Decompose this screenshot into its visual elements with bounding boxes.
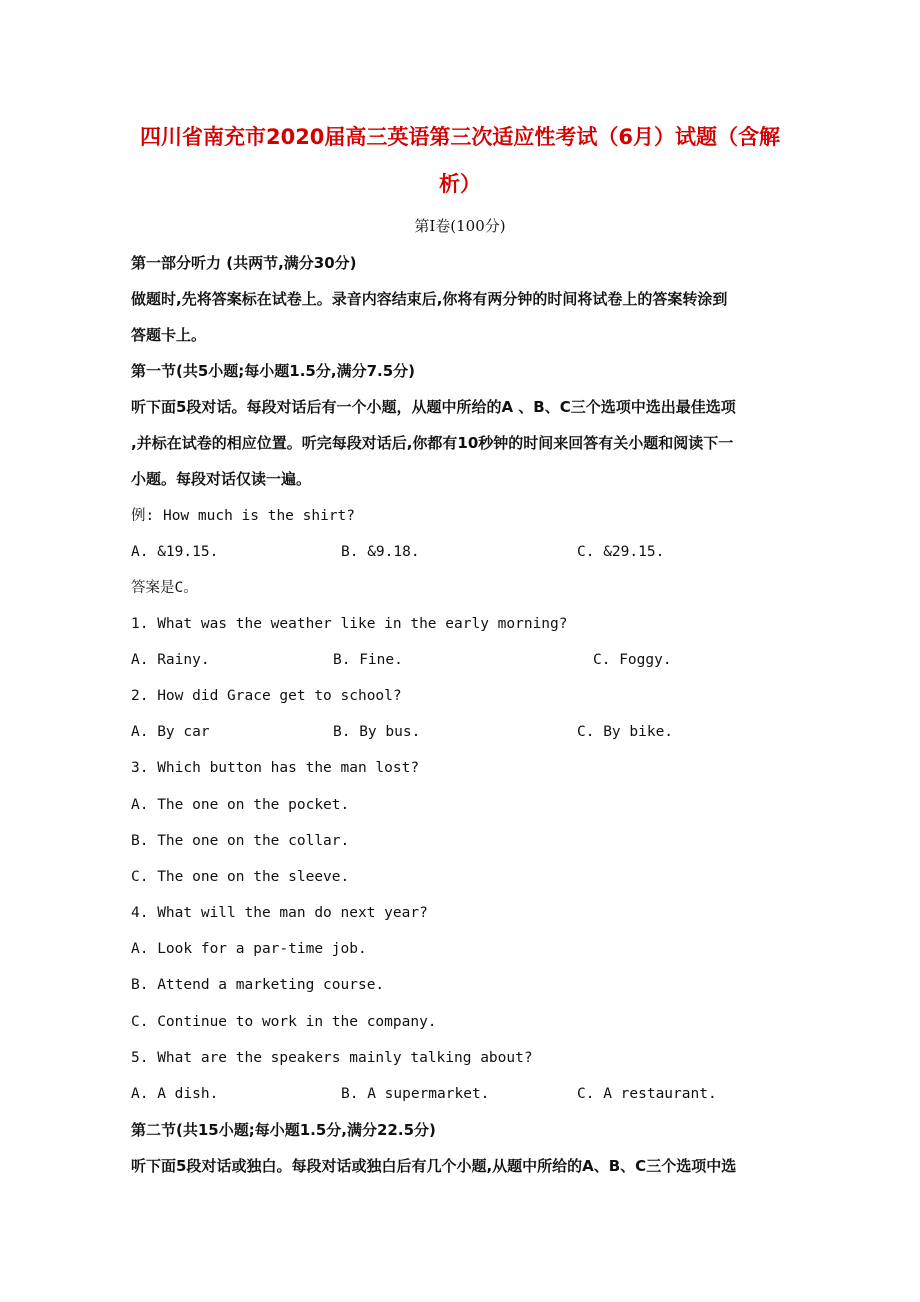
example-option-c: C. &29.15. [577,544,665,560]
question-4: 4. What will the man do next year? [131,905,428,921]
question-2-option-b: B. By bus. [333,724,421,740]
question-3-option-a: A. The one on the pocket. [131,797,350,813]
example-question: 例: How much is the shirt? [131,508,356,524]
section2-instruction-line-1: 听下面5段对话或独白。每段对话或独白后有几个小题,从题中所给的A、B、C三个选项中选 [131,1157,737,1175]
section2-heading: 第二节(共15小题;每小题1.5分,满分22.5分) [131,1121,436,1139]
document-title-line-1: 四川省南充市2020届高三英语第三次适应性考试（6月）试题（含解 [139,125,781,149]
question-2-option-a: A. By car [131,724,210,740]
question-1-option-b: B. Fine. [333,652,403,668]
question-1-option-a: A. Rainy. [131,652,210,668]
document-title-line-2: 析） [439,172,481,196]
section1-instruction-line-2: ,并标在试卷的相应位置。听完每段对话后,你都有10秒钟的时间来回答有关小题和阅读下一 [131,434,734,452]
section1-heading: 第一节(共5小题;每小题1.5分,满分7.5分) [131,362,415,380]
question-1-option-c: C. Foggy. [593,652,672,668]
part1-intro-line-2: 答题卡上。 [131,326,207,344]
example-answer: 答案是C。 [131,580,198,596]
question-5-option-c: C. A restaurant. [577,1086,717,1102]
section1-instruction-line-3: 小题。每段对话仅读一遍。 [131,470,312,488]
question-5-option-a: A. A dish. [131,1086,219,1102]
question-3-option-b: B. The one on the collar. [131,833,350,849]
question-4-option-a: A. Look for a par-time job. [131,941,367,957]
part1-heading: 第一部分听力 (共两节,满分30分) [131,254,357,272]
part1-intro-line-1: 做题时,先将答案标在试卷上。录音内容结束后,你将有两分钟的时间将试卷上的答案转涂到 [131,290,728,308]
question-1: 1. What was the weather like in the early morning? [131,616,568,632]
section1-instruction-line-1: 听下面5段对话。每段对话后有一个小题，从题中所给的A 、B、C三个选项中选出最佳选项 [131,398,736,416]
question-2: 2. How did Grace get to school? [131,688,402,704]
question-3-option-c: C. The one on the sleeve. [131,869,350,885]
volume-heading: 第I卷(100分) [414,217,506,235]
example-option-b: B. &9.18. [341,544,420,560]
question-3: 3. Which button has the man lost? [131,760,420,776]
question-4-option-b: B. Attend a marketing course. [131,977,385,993]
question-4-option-c: C. Continue to work in the company. [131,1014,437,1030]
example-option-a: A. &19.15. [131,544,219,560]
question-5: 5. What are the speakers mainly talking about? [131,1050,533,1066]
question-5-option-b: B. A supermarket. [341,1086,490,1102]
question-2-option-c: C. By bike. [577,724,674,740]
